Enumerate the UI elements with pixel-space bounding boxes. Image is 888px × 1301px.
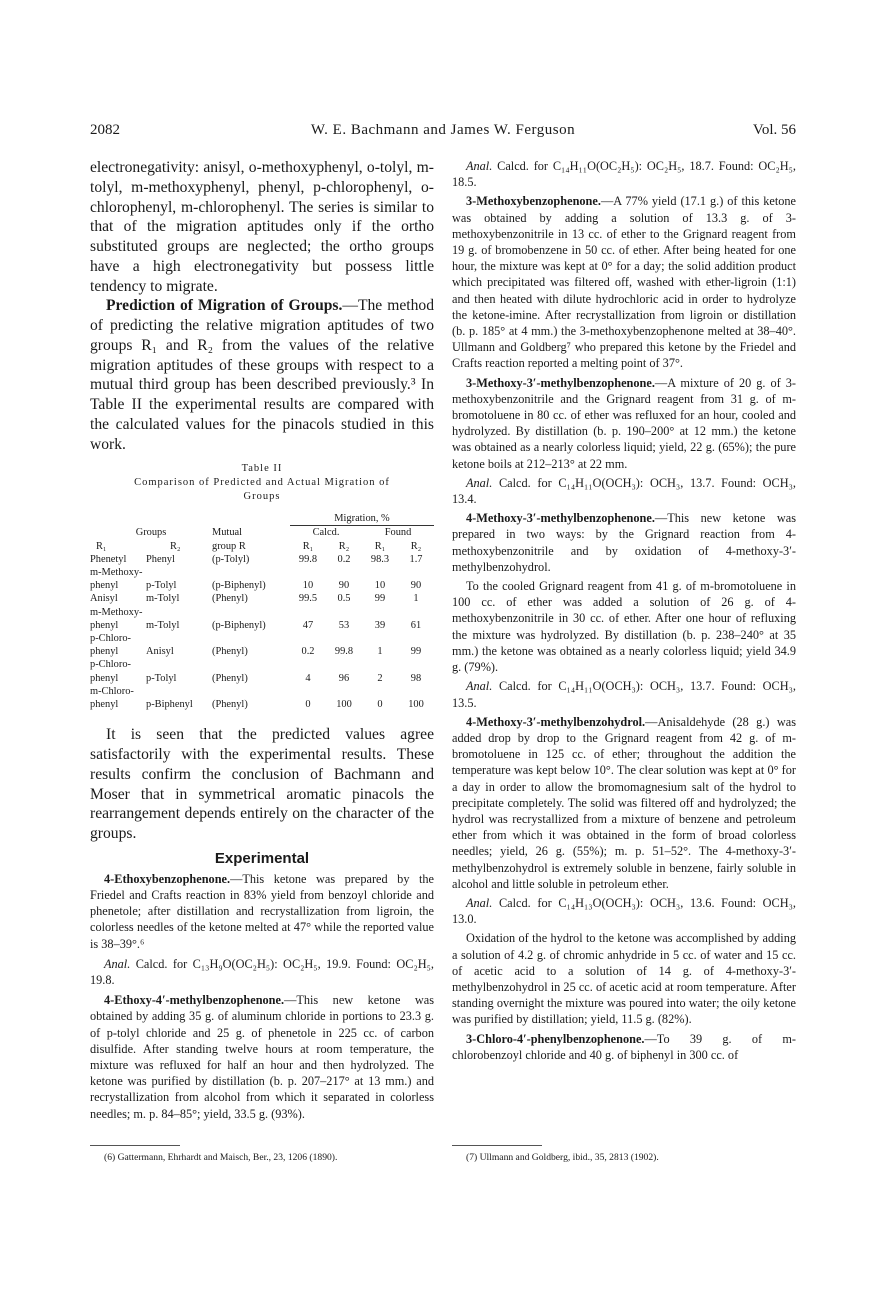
group-r1: Phenetyl: [90, 553, 127, 565]
group-r2: Anisyl: [146, 646, 174, 658]
table-row-prefix: [90, 566, 434, 579]
mutual-group: (Phenyl): [212, 699, 248, 711]
footnote-7: (7) Ullmann and Goldberg, ibid., 35, 2813 (1902).: [466, 1152, 659, 1163]
calcd-r2: 0.2: [337, 553, 351, 565]
paragraph-benzohydrol: [452, 714, 796, 892]
table-row-prefix: [90, 632, 434, 645]
found-r2: 99: [410, 646, 422, 658]
mutual-group: (Phenyl): [212, 672, 248, 684]
table-row: [90, 553, 434, 566]
found-r1: 2: [377, 672, 383, 684]
compound-heading: 4-Methoxy-3′-methylbenzohydrol.: [466, 714, 646, 729]
table-row-prefix: [90, 658, 434, 671]
compound-heading: 4-Methoxy-3′-methylbenzophenone.: [466, 511, 655, 526]
analysis-line: [90, 956, 434, 988]
anal-text: Calcd. for C₁₃H₉O(OC₂H₅): OC₂H₅, 19.9. Found: OC₂H₅, 19.8.: [90, 956, 434, 988]
group-r2: p-Tolyl: [146, 672, 177, 684]
paragraph-grignard: To the cooled Grignard reagent from 41 g. of m-bromotoluene in 100 cc. of ether was added a solution of 26 g. of 4-methoxybenzonitrile in 30 cc. of ether. After one hour of refluxing the mixture was hydrolyzed. By distillation (b. p. 238–240° at 35 mm.) the ketone was obtained as a nearly colorless liquid; yield 34.9 g. (79%).: [452, 579, 796, 675]
calcd-r1: 4: [305, 672, 311, 684]
paragraph-oxidation: Oxidation of the hydrol to the ketone was accomplished by adding a solution of 4.2 g. of chromic anhydride in 5 cc. of water and 15 cc. of acetic acid to a solution of 14 g. of 4-methoxy-3′-methylbenzohydrol in 25 cc. of acetic acid at room temperature. After standing overnight the mixture was poured into water; the oily ketone was purified by distillation; yield, 11.5 g. (82%).: [452, 931, 796, 1027]
right-column: [452, 158, 796, 1063]
section-heading-experimental: Experimental: [214, 849, 310, 867]
compound-heading: 3-Methoxybenzophenone.: [466, 194, 601, 209]
anal-label: Anal.: [466, 679, 493, 694]
header-calcd: Calcd.: [312, 527, 340, 539]
group-r2: p-Biphenyl: [146, 699, 193, 711]
header-group-r: group R: [212, 540, 246, 552]
compound-heading: 4-Ethoxybenzophenone.: [104, 871, 231, 886]
analysis-line: [452, 475, 796, 507]
paragraph-prediction-text: —The method of predicting the relative migration aptitudes of two groups R₁ and R₂ from the values of the relative migration aptitudes of these groups with respect to a mutual third group has been described previously.³ In Table II the experimental results are compared with the calculated values for the pinacols studied in this work.: [90, 297, 434, 453]
anal-label: Anal.: [104, 956, 131, 971]
calcd-r2: 90: [338, 580, 350, 592]
running-header: [90, 122, 796, 142]
header-calcd-r1: R₁: [302, 540, 314, 552]
calcd-r1: 99.5: [298, 593, 318, 605]
header-calcd-r2: R₂: [338, 540, 350, 552]
paragraph-text: —A mixture of 20 g. of 3-methoxybenzonitrile and the Grignard reagent from 31 g. of m-bromotoluene in 80 cc. of ether was refluxed for an hour, cooled and hydrolyzed. By distillation (b. p. 190–200° at 12 mm.) the ketone was obtained as a nearly colorless liquid; yield, 22 g. (65%); the pure ketone boils at 212–213° at 22 mm.: [452, 375, 796, 471]
group-r1: phenyl: [90, 580, 119, 592]
group-r2: m-Tolyl: [146, 619, 180, 631]
found-r2: 90: [410, 580, 422, 592]
group-r1: phenyl: [90, 619, 119, 631]
group-prefix: m-Methoxy-: [90, 606, 143, 618]
mutual-group: (p-Tolyl): [212, 553, 250, 565]
anal-text: Calcd. for C₁₄H₁₁O(OCH₃): OCH₃, 13.7. Found: OCH₃, 13.4.: [452, 475, 796, 507]
found-r2: 1: [413, 593, 419, 605]
found-r2: 98: [410, 672, 422, 684]
calcd-r2: 96: [338, 672, 350, 684]
group-r2: m-Tolyl: [146, 593, 180, 605]
analysis-line: [452, 895, 796, 927]
volume-label: Vol. 56: [752, 122, 796, 138]
calcd-r1: 10: [302, 580, 314, 592]
table-caption-cont: Groups: [243, 491, 281, 503]
header-r2: R₂: [170, 540, 181, 552]
footnote-rule: [90, 1145, 180, 1146]
group-r1: phenyl: [90, 672, 119, 684]
migration-table: [90, 512, 434, 711]
group-r2: p-Tolyl: [146, 580, 177, 592]
paragraph-electronegativity: electronegativity: anisyl, o-methoxyphenyl, o-tolyl, m-tolyl, m-methoxyphenyl, phenyl, p-chlorophenyl, o-chlorophenyl, m-chlorophenyl. The series is similar to that of the migration aptitudes only if the ortho substituted groups are neglected; the ortho groups have a high electronegativity but possess little tendency to migrate.: [90, 159, 434, 295]
group-r1: phenyl: [90, 699, 119, 711]
found-r1: 98.3: [370, 553, 390, 565]
anal-text: Calcd. for C₁₄H₁₃O(OCH₃): OCH₃, 13.6. Found: OCH₃, 13.0.: [452, 895, 796, 927]
header-found-r1: R₁: [374, 540, 386, 552]
mutual-group: (p-Biphenyl): [212, 619, 266, 631]
table-row: [90, 619, 434, 632]
paragraph-text: —This new ketone was obtained by adding 35 g. of aluminum chloride in portions to 23.3 g. of p-tolyl chloride and 25 g. of phenetole in 225 cc. of carbon disulfide. After standing twelve hours at room temperature, the mixture was refluxed for half an hour and then hydrolyzed. The ketone was purified by distillation (b. p. 207–217° at 13 mm.) and recrystallization from alcohol from which it separated in colorless needles; m. p. 84–85°; yield, 33.5 g. (93%).: [90, 993, 434, 1121]
found-r2: 61: [410, 619, 422, 631]
compound-heading: 4-Ethoxy-4′-methylbenzophenone.: [104, 993, 285, 1008]
paragraph-text: —This ketone was prepared by the Friedel and Crafts reaction in 83% yield from benzoyl chloride and phenetole; after distillation and recrystallization from ligroin, the colorless needles of the ketone melted at 47° while the reported value is 38–39°.⁶: [90, 871, 434, 951]
paragraph-text: —A 77% yield (17.1 g.) of this ketone was obtained by adding a solution of 13.3 g. of 3-methoxybenzonitrile in 13 cc. of ether to the Grignard reagent from 19 g. of bromobenzene in 50 cc. of ether. After being heated for one hour, the mixture was kept at 0° for a day; the solid addition product which precipitated was filtered off, washed with ether-ligroin (1:1) and then heated with dilute hydrochloric acid in order to hydrolyze the ketone-imine. After recrystallization from ligroin or distillation (b. p. 185° at 4 mm.) the 3-methoxybenzophenone melted at 38–40°. Ullmann and Goldberg⁷ who prepared this ketone by the Friedel and Crafts reaction reported a melting point of 37°.: [452, 194, 796, 371]
running-title: W. E. Bachmann and James W. Ferguson: [310, 122, 576, 138]
group-r1: Anisyl: [90, 593, 118, 605]
header-migration: Migration, %: [290, 512, 434, 526]
calcd-r2: 53: [338, 619, 350, 631]
paragraph-text: —Anisaldehyde (28 g.) was added drop by drop to the Grignard reagent from 42 g. of m-bromotoluene in 125 cc. of ether; throughout the addition the temperature was kept below 10°. The clear solution was kept at 0° for a day in order to allow the bromomagnesium salt of the hydrol to precipitate completely. The solid was filtered off and hydrolyzed; the hydrol was recrystallized from a mixture of benzene and petroleum ether from which it was obtained in the form of broad colorless needles; yield, 26 g. (55%); m. p. 51–52°. The 4-methoxy-3′-methylbenzohydrol is extremely soluble in benzene, fairly soluble in alcohol and little soluble in petroleum ether.: [452, 714, 796, 891]
anal-label: Anal.: [466, 895, 493, 910]
header-mutual: Mutual: [212, 527, 243, 539]
anal-text: Calcd. for C₁₄H₁₁O(OCH₃): OCH₃, 13.7. Found: OCH₃, 13.5.: [452, 679, 796, 710]
paragraph-text: —To 39 g. of m-chlorobenzoyl chloride and 40 g. of biphenyl in 300 cc. of: [452, 1031, 796, 1062]
paragraph-methoxy-3-methylbenzophenone: [452, 375, 796, 472]
table-row: [90, 592, 434, 605]
analysis-line: [452, 678, 796, 710]
table-row-prefix: [90, 685, 434, 698]
mutual-group: (p-Biphenyl): [212, 580, 266, 592]
found-r1: 39: [374, 619, 386, 631]
found-r2: 100: [408, 699, 424, 711]
table-caption: Comparison of Predicted and Actual Migration of: [134, 477, 390, 489]
group-prefix: m-Chloro-: [90, 685, 134, 697]
anal-label: Anal.: [466, 159, 493, 173]
found-r1: 99: [374, 593, 386, 605]
header-found-r2: R₂: [410, 540, 422, 552]
table-row: [90, 579, 434, 592]
found-r1: 1: [377, 646, 383, 658]
compound-heading: 3-Chloro-4′-phenylbenzophenone.: [466, 1031, 645, 1046]
table-row: [90, 672, 434, 685]
header-found: Found: [384, 527, 412, 539]
group-prefix: m-Methoxy-: [90, 567, 143, 579]
table-row: [90, 698, 434, 711]
found-r2: 1.7: [409, 553, 423, 565]
calcd-r2: 99.8: [334, 646, 354, 658]
mutual-group: (Phenyl): [212, 646, 248, 658]
header-r1: R₁: [96, 540, 107, 552]
found-r1: 0: [377, 699, 383, 711]
footnote-6: (6) Gattermann, Ehrhardt and Maisch, Ber., 23, 1206 (1890).: [104, 1152, 338, 1163]
compound-heading: 3-Methoxy-3′-methylbenzophenone.: [466, 375, 655, 390]
table-row-prefix: [90, 606, 434, 619]
table-row: [90, 645, 434, 658]
paragraph-methoxy-4-methylbenzophenone: [452, 510, 796, 575]
header-groups: Groups: [135, 527, 167, 539]
anal-text: Calcd. for C₁₄H₁₁O(OC₂H₅): OC₂H₅, 18.7. Found: OC₂H₅, 18.5.: [452, 159, 796, 190]
footnote-rule: [452, 1145, 542, 1146]
paragraph-ethoxybenzophenone: [90, 871, 434, 952]
calcd-r1: 0.2: [301, 646, 315, 658]
paragraph-ethoxy-methylbenzophenone: [90, 992, 434, 1122]
anal-label: Anal.: [466, 475, 493, 490]
table-label: Table II: [241, 463, 283, 475]
section-heading-prediction: Prediction of Migration of Groups.: [106, 297, 343, 315]
calcd-r1: 99.8: [298, 553, 318, 565]
paragraph-text: —This new ketone was prepared in two ways: by the Grignard reaction from 4-methoxybenzonitrile and by oxidation of 4-methoxy-3′-methylbenzohydrol.: [452, 511, 796, 574]
group-r2: Phenyl: [146, 553, 175, 565]
group-prefix: p-Chloro-: [90, 659, 131, 671]
calcd-r1: 47: [302, 619, 314, 631]
analysis-line: [452, 158, 796, 190]
calcd-r1: 0: [305, 699, 311, 711]
paragraph-chloro-phenylbenzophenone: [452, 1031, 796, 1063]
calcd-r2: 0.5: [337, 593, 351, 605]
group-r1: phenyl: [90, 646, 119, 658]
group-prefix: p-Chloro-: [90, 633, 131, 645]
paragraph-prediction: [90, 296, 434, 454]
found-r1: 10: [374, 580, 386, 592]
page-number: 2082: [90, 122, 120, 138]
calcd-r2: 100: [336, 699, 352, 711]
left-column: [90, 158, 434, 1122]
paragraph-methoxybenzophenone: [452, 193, 796, 371]
mutual-group: (Phenyl): [212, 593, 248, 605]
paragraph-conclusion: It is seen that the predicted values agree satisfactorily with the experimental results. These results confirm the conclusion of Bachmann and Moser that in symmetrical aromatic pinacols the rearrangement depends entirely on the character of the groups.: [90, 726, 434, 843]
